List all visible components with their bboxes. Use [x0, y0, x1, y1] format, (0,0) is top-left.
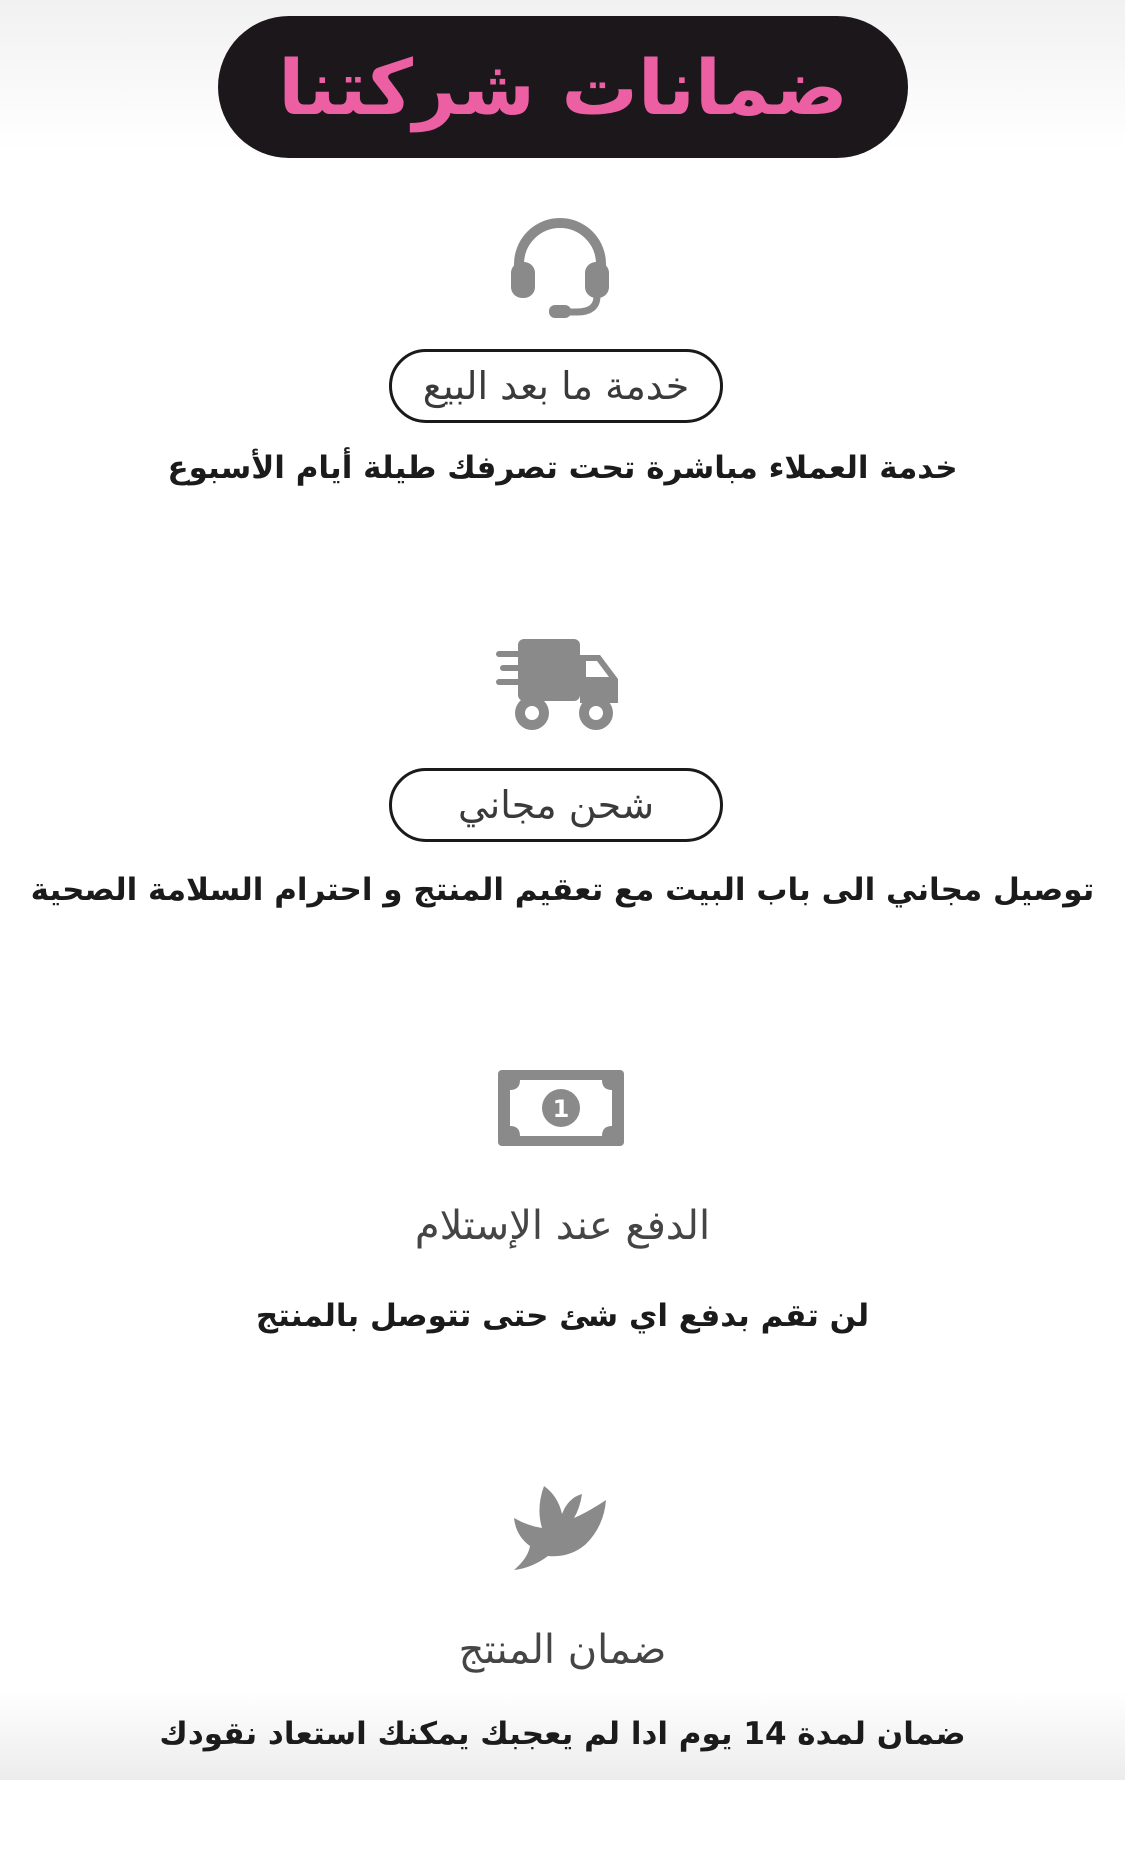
page-title: ضمانات شركتنا: [278, 42, 848, 132]
dove-icon: [508, 1478, 614, 1578]
title-banner: [218, 16, 908, 158]
svg-text:1: 1: [552, 1095, 570, 1123]
feature-title-after-sales: [389, 349, 723, 423]
feature-description-product-guarantee: ضمان لمدة 14 يوم ادا لم يعجبك يمكنك استعاد نقودك: [159, 1716, 966, 1752]
headset-icon: [505, 212, 615, 322]
feature-title-label: خدمة ما بعد البيع: [422, 364, 690, 408]
feature-title-free-shipping: [389, 768, 723, 842]
feature-title-product-guarantee: ضمان المنتج: [458, 1627, 667, 1673]
delivery-truck-icon: [496, 633, 626, 735]
feature-description-after-sales: خدمة العملاء مباشرة تحت تصرفك طيلة أيام الأسبوع: [167, 450, 958, 486]
banknote-icon: [498, 1070, 624, 1146]
feature-title-cash-on-delivery: الدفع عند الإستلام: [414, 1203, 711, 1249]
feature-description-cash-on-delivery: لن تقم بدفع اي شئ حتى تتوصل بالمنتج: [255, 1298, 870, 1334]
feature-description-free-shipping: توصيل مجاني الى باب البيت مع تعقيم المنتج و احترام السلامة الصحية: [30, 872, 1095, 908]
feature-title-label: شحن مجاني: [457, 783, 655, 827]
